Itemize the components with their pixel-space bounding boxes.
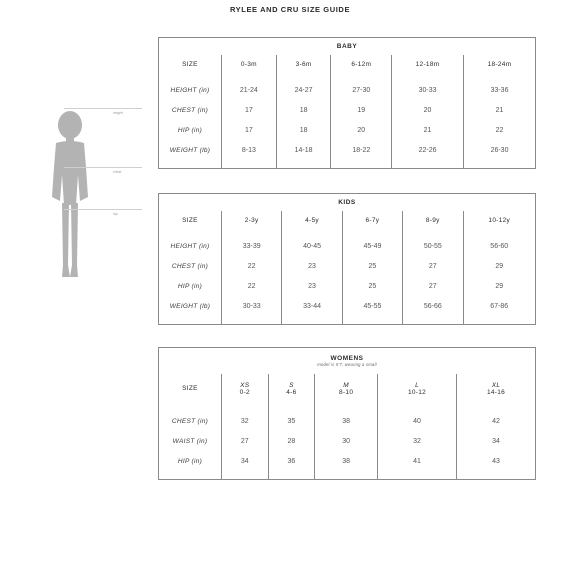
row-label: HIP [177, 283, 190, 290]
size-range: 14-16 [486, 388, 506, 396]
table-cell: 33-36 [464, 81, 536, 101]
kids-size-table [158, 193, 536, 325]
row-label: HIP [177, 458, 190, 465]
table-cell: 38 [315, 452, 378, 472]
table-cell: 29 [463, 277, 536, 297]
hip-guide-label: hip [113, 212, 118, 216]
table-cell: 67-86 [463, 297, 536, 317]
table-row [159, 277, 536, 297]
table-cell: 27 [403, 277, 463, 297]
table-cell: 21 [392, 121, 464, 141]
womens-col-header [457, 374, 536, 404]
table-cell: 42 [457, 412, 536, 432]
size-range: 0-2 [239, 388, 250, 396]
row-unit: (in) [197, 418, 209, 425]
table-row [159, 81, 536, 101]
table-cell: 33-44 [282, 297, 342, 317]
baby-size-label: SIZE [182, 61, 198, 68]
table-cell: 27 [403, 257, 463, 277]
row-unit: (in) [191, 127, 203, 134]
table-cell: 33-39 [222, 237, 282, 257]
table-row [159, 121, 536, 141]
row-label: CHEST [171, 418, 196, 425]
table-cell: 28 [268, 432, 315, 452]
table-cell: 35 [268, 412, 315, 432]
table-cell: 32 [378, 432, 457, 452]
page-title: RYLEE AND CRU SIZE GUIDE [229, 5, 351, 14]
table-cell: 30-33 [222, 297, 282, 317]
table-cell: 40-45 [282, 237, 342, 257]
row-label: WEIGHT [169, 147, 198, 154]
table-cell: 27-30 [331, 81, 392, 101]
table-cell: 18 [276, 121, 331, 141]
table-cell: 30 [315, 432, 378, 452]
baby-col-header: 12-18m [392, 55, 464, 75]
row-label: HEIGHT [170, 243, 197, 250]
table-cell: 21 [464, 101, 536, 121]
table-cell: 29 [463, 257, 536, 277]
height-guide-line [64, 108, 142, 109]
table-cell: 30-33 [392, 81, 464, 101]
table-cell: 50-55 [403, 237, 463, 257]
kids-col-header: 6-7y [342, 211, 402, 231]
row-label: HEIGHT [170, 87, 197, 94]
row-unit: (in) [197, 263, 209, 270]
row-unit: (in) [196, 438, 208, 445]
kids-size-label: SIZE [182, 217, 198, 224]
height-guide-label: height [113, 111, 123, 115]
baby-col-header: 0-3m [222, 55, 277, 75]
kids-col-header: 8-9y [403, 211, 463, 231]
table-cell: 34 [457, 432, 536, 452]
row-label: CHEST [171, 263, 196, 270]
size-letter: XL [491, 381, 501, 389]
womens-col-header [315, 374, 378, 404]
table-row [159, 297, 536, 317]
baby-header-row [159, 55, 536, 75]
row-unit: (in) [198, 243, 210, 250]
table-cell: 18 [276, 101, 331, 121]
table-cell: 38 [315, 412, 378, 432]
womens-table-title: WOMENS [330, 354, 364, 362]
table-cell: 14-18 [276, 141, 331, 161]
table-cell: 17 [222, 101, 277, 121]
table-row [159, 141, 536, 161]
baby-col-header: 3-6m [276, 55, 331, 75]
womens-header-row [159, 374, 536, 404]
table-cell: 43 [457, 452, 536, 472]
baby-col-header: 6-12m [331, 55, 392, 75]
table-row [159, 412, 536, 432]
kids-col-header: 2-3y [222, 211, 282, 231]
size-letter: M [343, 381, 350, 389]
table-cell: 21-24 [222, 81, 277, 101]
womens-size-table [158, 347, 536, 480]
womens-col-header [222, 374, 269, 404]
table-cell: 17 [222, 121, 277, 141]
kids-col-header: 4-5y [282, 211, 342, 231]
baby-table-title: BABY [336, 42, 358, 50]
chest-guide-label: chest [113, 170, 122, 174]
row-unit: (lb) [199, 303, 211, 310]
table-cell: 19 [331, 101, 392, 121]
hip-guide-line [64, 209, 142, 210]
table-cell: 40 [378, 412, 457, 432]
row-label: HIP [177, 127, 190, 134]
table-cell: 56-66 [403, 297, 463, 317]
kids-table-title: KIDS [338, 198, 356, 206]
size-range: 4-6 [286, 388, 297, 396]
size-letter: S [289, 381, 294, 389]
table-cell: 45-49 [342, 237, 402, 257]
row-unit: (in) [197, 107, 209, 114]
table-cell: 24-27 [276, 81, 331, 101]
table-row [159, 237, 536, 257]
table-cell: 22-26 [392, 141, 464, 161]
table-cell: 34 [222, 452, 269, 472]
womens-col-header [378, 374, 457, 404]
baby-col-header: 18-24m [464, 55, 536, 75]
table-cell: 36 [268, 452, 315, 472]
chest-guide-line [64, 167, 142, 168]
table-cell: 8-13 [222, 141, 277, 161]
size-range: 10-12 [407, 388, 427, 396]
table-row [159, 257, 536, 277]
table-row [159, 432, 536, 452]
womens-col-header [268, 374, 315, 404]
table-cell: 56-60 [463, 237, 536, 257]
table-cell: 22 [222, 257, 282, 277]
table-cell: 23 [282, 257, 342, 277]
kids-col-header: 10-12y [463, 211, 536, 231]
table-cell: 25 [342, 277, 402, 297]
child-figure [34, 105, 144, 295]
row-unit: (in) [198, 87, 210, 94]
row-unit: (in) [191, 458, 203, 465]
table-cell: 20 [392, 101, 464, 121]
size-range: 8-10 [339, 388, 354, 396]
table-cell: 25 [342, 257, 402, 277]
table-cell: 22 [464, 121, 536, 141]
womens-size-label: SIZE [182, 385, 198, 392]
table-cell: 26-30 [464, 141, 536, 161]
table-cell: 41 [378, 452, 457, 472]
table-row [159, 452, 536, 472]
baby-size-table [158, 37, 536, 169]
size-letter: L [415, 381, 419, 389]
child-silhouette [34, 105, 144, 295]
table-cell: 18-22 [331, 141, 392, 161]
size-letter: XS [240, 381, 250, 389]
womens-table-subtitle: model is 5'7, wearing a small [317, 361, 377, 367]
row-unit: (in) [191, 283, 203, 290]
kids-header-row [159, 211, 536, 231]
table-cell: 23 [282, 277, 342, 297]
womens-title-cell [159, 348, 536, 374]
row-label: WAIST [172, 438, 195, 445]
table-cell: 27 [222, 432, 269, 452]
row-unit: (lb) [199, 147, 211, 154]
table-cell: 20 [331, 121, 392, 141]
table-cell: 32 [222, 412, 269, 432]
table-row [159, 101, 536, 121]
row-label: WEIGHT [169, 303, 198, 310]
table-cell: 22 [222, 277, 282, 297]
table-cell: 45-55 [342, 297, 402, 317]
row-label: CHEST [171, 107, 196, 114]
